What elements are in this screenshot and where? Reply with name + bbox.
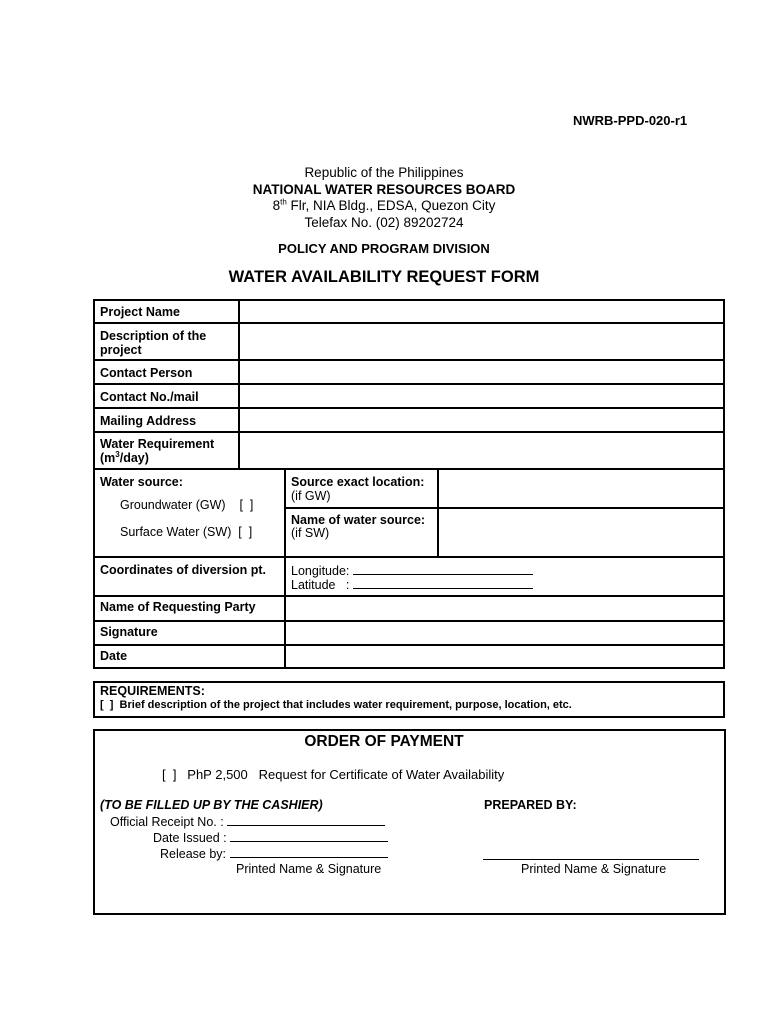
form-code: NWRB-PPD-020-r1 bbox=[573, 113, 688, 128]
longitude-field[interactable]: Longitude: bbox=[291, 563, 533, 578]
requirements-title: REQUIREMENTS: bbox=[100, 684, 205, 698]
project-name-label: Project Name bbox=[100, 305, 180, 319]
description-label: Description of the project bbox=[100, 329, 207, 357]
contact-person-label: Contact Person bbox=[100, 366, 193, 380]
date-label: Date bbox=[100, 649, 128, 663]
prepared-by-label: PREPARED BY: bbox=[484, 798, 577, 812]
republic-line: Republic of the Philippines bbox=[304, 165, 464, 180]
agency-address: 8th Flr, NIA Bldg., EDSA, Quezon City bbox=[272, 197, 496, 213]
signature-label: Signature bbox=[100, 625, 158, 639]
water-requirement-label: Water Requirement $(m^3/day)$ bbox=[100, 437, 215, 465]
official-receipt-field[interactable]: Official Receipt No. : bbox=[110, 814, 385, 829]
requesting-party-label: Name of Requesting Party bbox=[100, 600, 256, 614]
contact-no-label: Contact No./mail bbox=[100, 390, 199, 404]
project-name-field[interactable] bbox=[240, 324, 724, 358]
groundwater-checkbox[interactable]: Groundwater (GW) [ ] bbox=[120, 498, 254, 512]
form-title: WATER AVAILABILITY REQUEST FORM bbox=[228, 268, 540, 286]
surface-water-checkbox[interactable]: Surface Water (SW) [ ] bbox=[120, 525, 253, 539]
source-location-label: Source exact location: bbox=[291, 475, 425, 489]
cashier-note: (TO BE FILLED UP BY THE CASHIER) bbox=[100, 798, 323, 812]
requirement-item[interactable]: [ ] Brief description of the project that includes water requirement, purpose, location, etc. bbox=[100, 699, 572, 711]
latitude-field[interactable]: Latitude : bbox=[291, 577, 533, 592]
mailing-address-label: Mailing Address bbox=[100, 414, 197, 428]
order-of-payment-title: ORDER OF PAYMENT bbox=[304, 733, 464, 750]
printed-name-right: Printed Name & Signature bbox=[521, 862, 667, 876]
division-name: POLICY AND PROGRAM DIVISION bbox=[278, 241, 490, 256]
date-issued-field[interactable]: Date Issued : bbox=[153, 830, 388, 845]
release-by-field[interactable]: Release by: bbox=[160, 846, 388, 861]
water-source-name-sub: (if SW) bbox=[291, 526, 330, 540]
water-source-label: Water source: bbox=[100, 475, 183, 489]
agency-name: NATIONAL WATER RESOURCES BOARD bbox=[252, 182, 516, 197]
printed-name-left: Printed Name & Signature bbox=[236, 862, 382, 876]
telefax: Telefax No. (02) 89202724 bbox=[304, 215, 464, 230]
fee-checkbox[interactable]: [ ] PhP 2,500 Request for Certificate of Water Availability bbox=[162, 767, 505, 782]
source-location-sub: (if GW) bbox=[291, 489, 331, 503]
prepared-by-signature-line[interactable] bbox=[483, 859, 699, 860]
coordinates-label: Coordinates of diversion pt. bbox=[100, 563, 266, 577]
water-source-name-label: Name of water source: bbox=[291, 513, 426, 527]
